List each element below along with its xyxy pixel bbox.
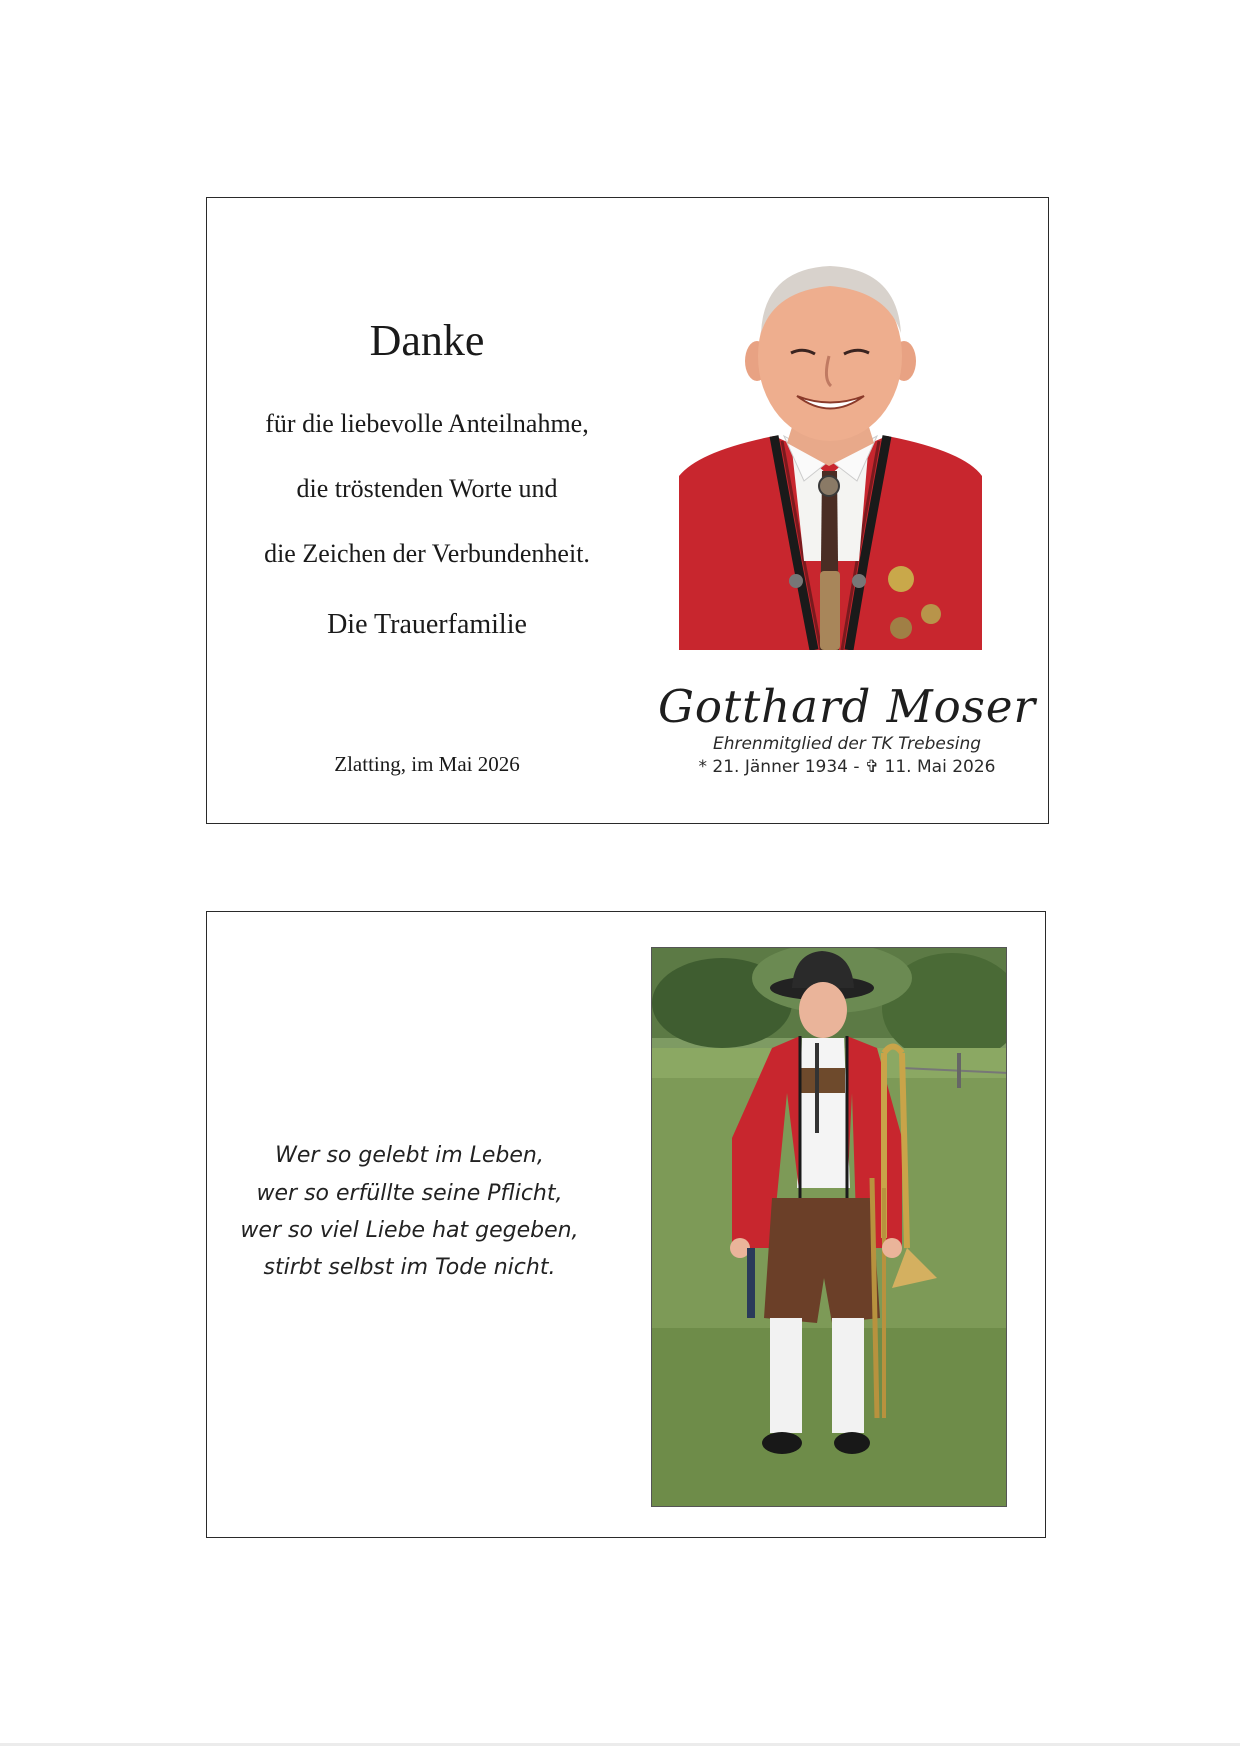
life-dates: * 21. Jänner 1934 - ✞ 11. Mai 2026 xyxy=(698,757,996,777)
full-figure-photo xyxy=(651,947,1007,1507)
thanks-line-2: die tröstenden Worte und xyxy=(296,474,558,503)
verse-line-3: wer so viel Liebe hat gegeben, xyxy=(240,1218,579,1243)
thank-you-card-front xyxy=(206,197,1049,824)
thanks-title: Danke xyxy=(369,316,485,365)
thanks-line-3: die Zeichen der Verbundenheit. xyxy=(264,539,590,568)
portrait-photo xyxy=(679,261,982,650)
verse-line-4: stirbt selbst im Tode nicht. xyxy=(263,1255,556,1280)
family-signature: Die Trauerfamilie xyxy=(327,609,527,640)
verse-line-2: wer so erfüllte seine Pflicht, xyxy=(256,1181,563,1206)
deceased-name: Gotthard Moser xyxy=(657,680,1037,733)
scan-edge-line xyxy=(0,1743,1240,1746)
place-date: Zlatting, im Mai 2026 xyxy=(334,752,520,776)
honorary-membership: Ehrenmitglied der TK Trebesing xyxy=(712,734,982,754)
verse-line-1: Wer so gelebt im Leben, xyxy=(275,1143,544,1168)
thank-you-card-back xyxy=(206,911,1046,1538)
thanks-line-1: für die liebevolle Anteilnahme, xyxy=(265,409,589,438)
